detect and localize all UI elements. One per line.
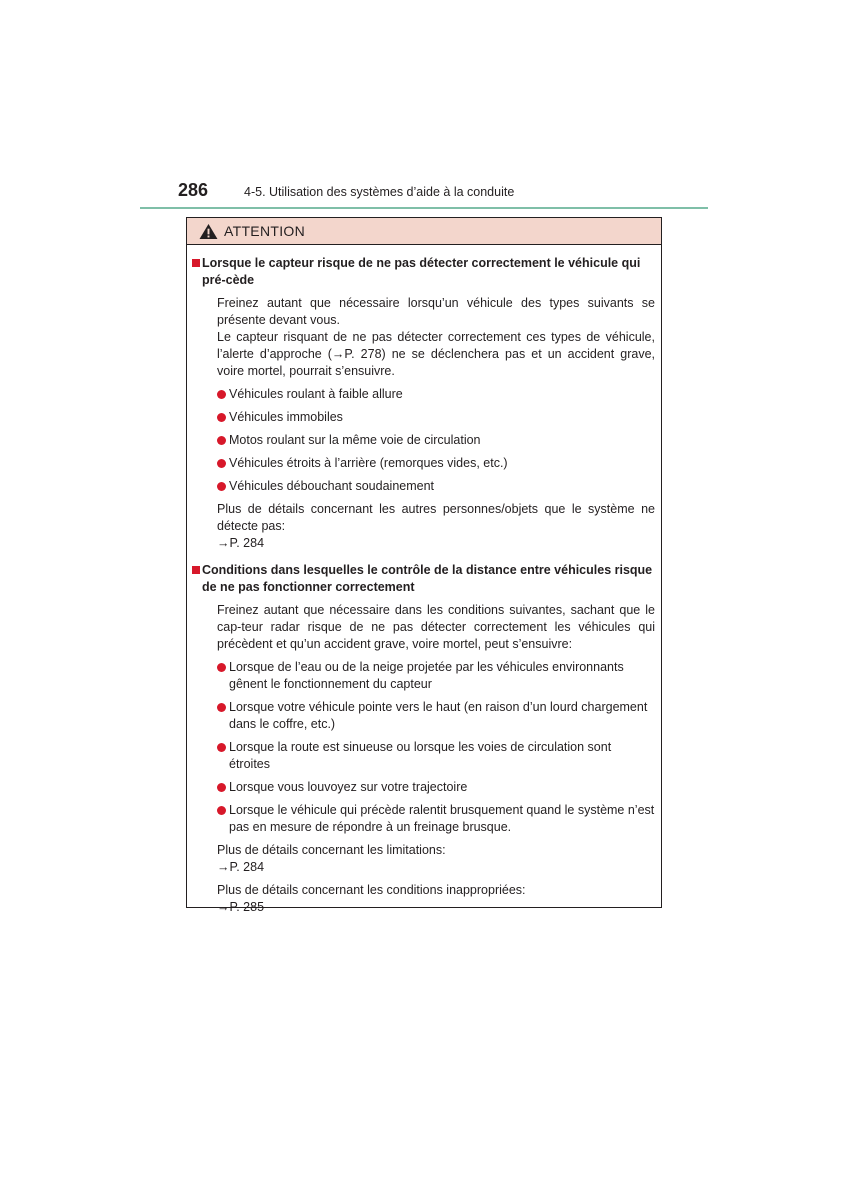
- attention-content: [187, 245, 661, 916]
- red-bullet-icon: [217, 459, 226, 468]
- list-item: Lorsque de l’eau ou de la neige projetée par les véhicules environnants gênent le fonctionnement du capteur: [217, 659, 655, 693]
- section-footer-2: Plus de détails concernant les conditions inappropriées: →P. 285: [202, 882, 655, 916]
- list-item: Véhicules immobiles: [217, 409, 655, 426]
- section-intro-2: Le capteur risquant de ne pas détecter correctement ces types de véhicule, l’alerte d’approche (→P. 278) ne se déclenchera pas et un accident grave, voire mortel, pourrait s’ensuivre.: [217, 330, 655, 378]
- warning-triangle-icon: [199, 223, 218, 240]
- red-square-icon: [192, 259, 200, 267]
- section-footer: Plus de détails concernant les autres personnes/objets que le système ne détecte pas: →P. 284: [217, 502, 655, 550]
- bullet-list: [202, 659, 655, 836]
- warning-section-1: [187, 255, 661, 552]
- list-item: Motos roulant sur la même voie de circulation: [217, 432, 655, 449]
- attention-label: ATTENTION: [224, 223, 305, 239]
- page-reference[interactable]: →P. 284: [217, 536, 265, 550]
- list-item: Lorsque le véhicule qui précède ralentit brusquement quand le système n’est pas en mesure de répondre à un freinage brusque.: [217, 802, 655, 836]
- list-item: Véhicules étroits à l’arrière (remorques vides, etc.): [217, 455, 655, 472]
- warning-section-2: [187, 562, 661, 916]
- red-bullet-icon: [217, 390, 226, 399]
- red-bullet-icon: [217, 663, 226, 672]
- list-item: Lorsque votre véhicule pointe vers le haut (en raison d’un lourd chargement dans le coffre, etc.): [217, 699, 655, 733]
- section-intro: Freinez autant que nécessaire dans les conditions suivantes, sachant que le cap-teur radar risque de ne pas détecter correctement les véhicules qui précèdent et qu’un accident grave, voire mortel, peut s’ensuivre:: [217, 603, 655, 651]
- page-header: [140, 178, 708, 210]
- attention-box: [186, 217, 662, 914]
- red-square-icon: [192, 566, 200, 574]
- section-footer: Plus de détails concernant les limitations: →P. 284: [202, 842, 655, 876]
- red-bullet-icon: [217, 436, 226, 445]
- page-reference[interactable]: →P. 284: [217, 860, 265, 874]
- page-reference[interactable]: →P. 285: [217, 900, 265, 914]
- list-item: Véhicules débouchant soudainement: [217, 478, 655, 495]
- header-divider: [140, 207, 708, 209]
- bullet-list: [202, 386, 655, 495]
- attention-header: [187, 218, 661, 245]
- red-bullet-icon: [217, 482, 226, 491]
- page-number: 286: [178, 180, 209, 200]
- section-intro: Freinez autant que nécessaire lorsqu’un véhicule des types suivants se présente devant vous.: [217, 296, 655, 327]
- list-item: Lorsque la route est sinueuse ou lorsque les voies de circulation sont étroites: [217, 739, 655, 773]
- red-bullet-icon: [217, 413, 226, 422]
- list-item: Lorsque vous louvoyez sur votre trajectoire: [217, 779, 655, 796]
- section-heading: Conditions dans lesquelles le contrôle de la distance entre véhicules risque de ne pas fonctionner correctement: [202, 562, 655, 596]
- red-bullet-icon: [217, 743, 226, 752]
- section-title: 4-5. Utilisation des systèmes d’aide à la conduite: [244, 185, 515, 199]
- red-bullet-icon: [217, 806, 226, 815]
- section-heading: Lorsque le capteur risque de ne pas détecter correctement le véhicule qui pré-cède: [202, 255, 655, 289]
- list-item: Véhicules roulant à faible allure: [217, 386, 655, 403]
- red-bullet-icon: [217, 783, 226, 792]
- red-bullet-icon: [217, 703, 226, 712]
